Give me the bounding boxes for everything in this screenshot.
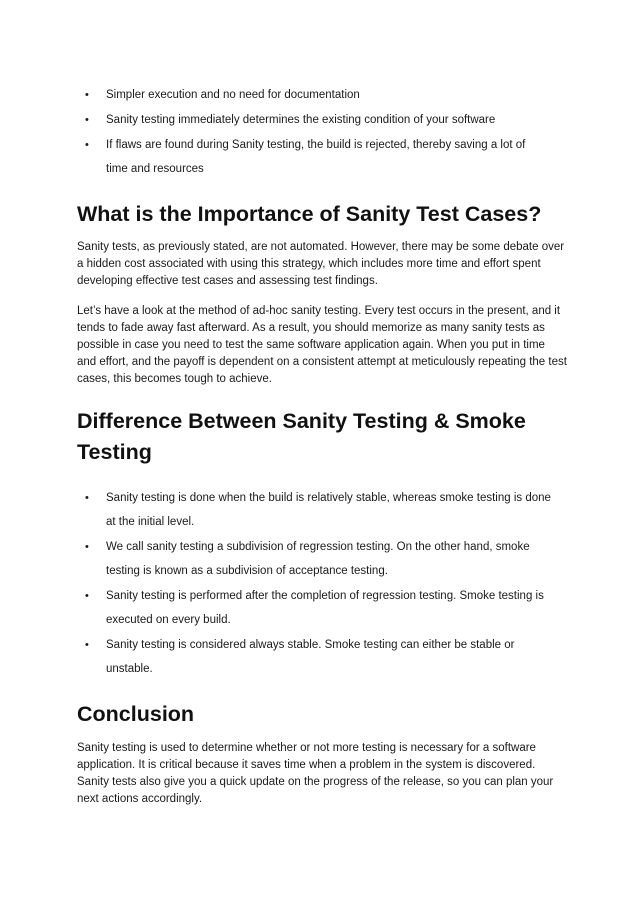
bullet-icon: •	[85, 492, 89, 504]
list-item-text-continued: executed on every build.	[106, 614, 231, 626]
paragraph: Sanity testing is used to determine whether or not more testing is necessary for a software application. It is critical because it saves time when a problem in the system is discovered. Sanity tests also give you a quick update on the progress of the release, so you can plan your next actions accordingly.	[77, 742, 554, 805]
list-item-text-continued: unstable.	[106, 663, 153, 675]
section-heading-importance: What is the Importance of Sanity Test Cases?	[77, 202, 542, 226]
bullet-icon: •	[85, 541, 89, 553]
section-heading-conclusion: Conclusion	[77, 702, 195, 726]
list-item-text: Sanity testing is considered always stable. Smoke testing can either be stable or	[106, 639, 515, 651]
paragraph: Let’s have a look at the method of ad-hoc sanity testing. Every test occurs in the present, and it tends to fade away fast afterward. As a result, you should memorize as many sanity tests as possible in case you need to test the same software application again. When you put in time and effort, and the payoff is dependent on a consistent attempt at meticulously repeating the test cases, this becomes tough to achieve.	[77, 305, 567, 385]
list-item-text: If flaws are found during Sanity testing, the build is rejected, thereby saving a lot of	[106, 139, 526, 151]
bullet-icon: •	[85, 590, 89, 602]
list-item-text-continued: at the initial level.	[106, 516, 195, 528]
difference-bullet-list	[77, 486, 567, 682]
paragraph: Sanity tests, as previously stated, are not automated. However, there may be some debate over a hidden cost associated with using this strategy, which includes more time and effort spent developing effective test cases and assessing test findings.	[77, 241, 565, 287]
list-item-text-continued: testing is known as a subdivision of acceptance testing.	[106, 565, 388, 577]
list-item-text-continued: time and resources	[106, 163, 204, 175]
bullet-icon: •	[85, 114, 89, 126]
bullet-icon: •	[85, 639, 89, 651]
list-item	[77, 486, 567, 534]
bullet-icon: •	[85, 139, 89, 151]
section-heading-difference: Difference Between Sanity Testing & Smoke Testing	[77, 409, 526, 464]
list-item	[77, 633, 567, 681]
list-item	[77, 83, 567, 107]
list-item-text: Sanity testing is performed after the completion of regression testing. Smoke testing is	[106, 590, 544, 602]
bullet-icon: •	[85, 89, 89, 101]
list-item	[77, 108, 567, 132]
intro-bullet-list	[77, 83, 567, 182]
list-item	[77, 535, 567, 583]
list-item	[77, 133, 567, 181]
list-item-text: Simpler execution and no need for documentation	[106, 89, 360, 101]
list-item	[77, 584, 567, 632]
list-item-text: Sanity testing immediately determines the existing condition of your software	[106, 114, 496, 126]
list-item-text: We call sanity testing a subdivision of regression testing. On the other hand, smoke	[106, 541, 530, 553]
list-item-text: Sanity testing is done when the build is relatively stable, whereas smoke testing is done	[106, 492, 551, 504]
